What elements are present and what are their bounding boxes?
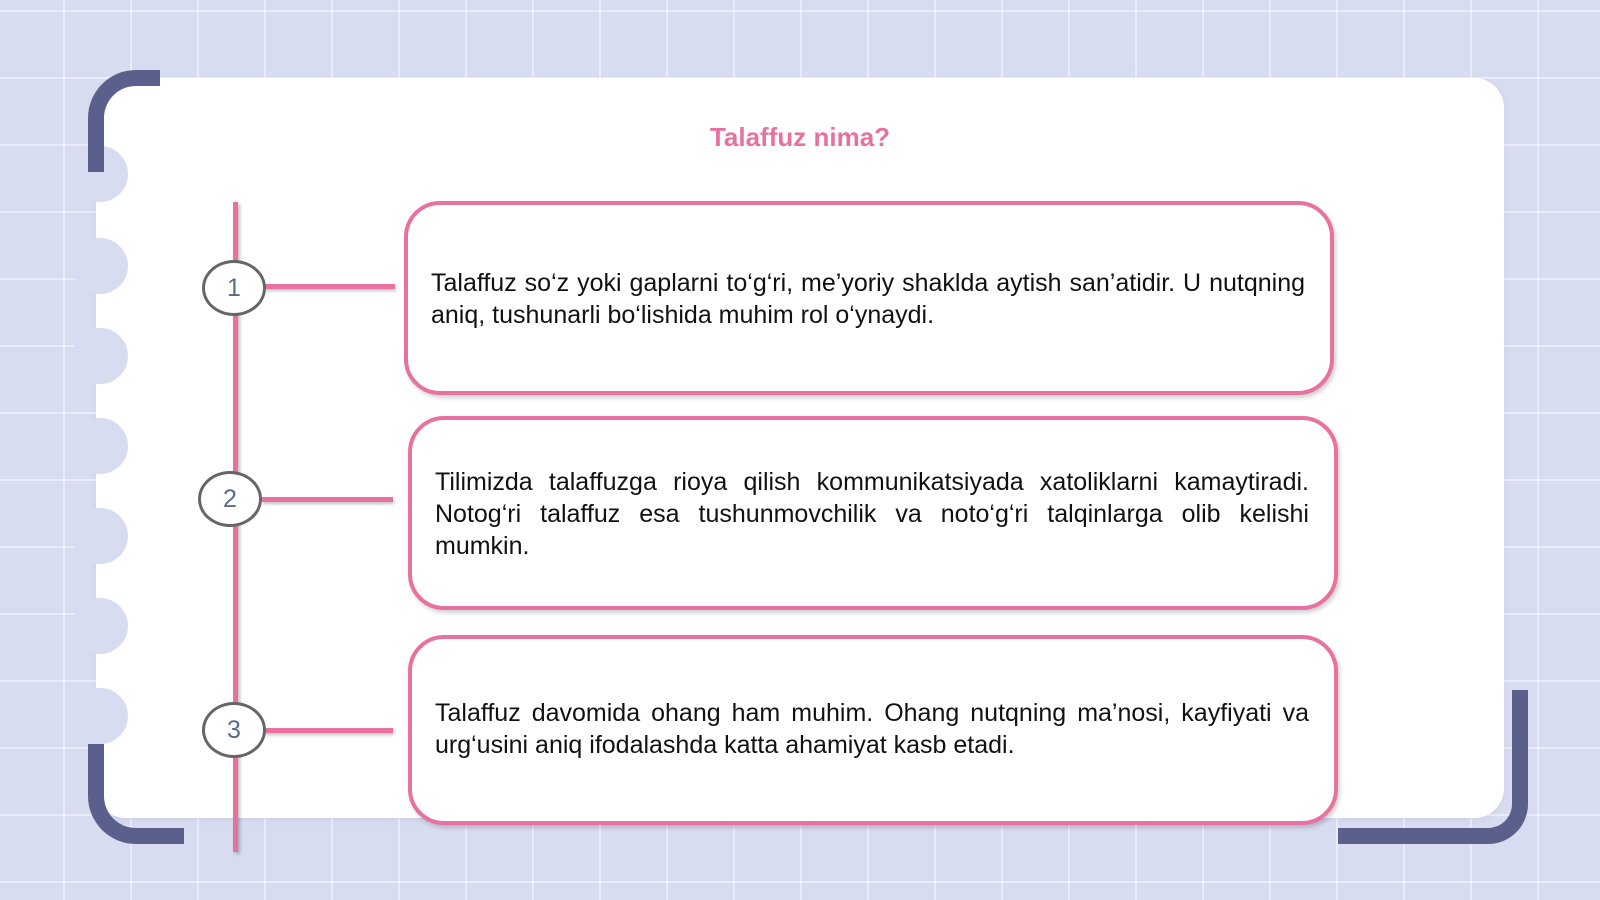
step-text: Talaffuz davomida ohang ham muhim. Ohang nutqning ma’nosi, kayfiyati va urg‘usini aniq ifodalashda katta ahamiyat kasb etadi. xyxy=(435,699,1309,759)
page-notch xyxy=(72,418,128,474)
timeline-connector xyxy=(262,497,393,502)
page-notch xyxy=(72,238,128,294)
step-text: Tilimizda talaffuzga rioya qilish kommunikatsiyada xatoliklarni kamaytiradi. Notog‘ri talaffuz esa tushunmovchilik va noto‘g‘ri talqinlarga olib kelishi mumkin. xyxy=(435,468,1309,560)
page-notch xyxy=(72,328,128,384)
page-notch xyxy=(72,688,128,744)
timeline-connector xyxy=(264,284,395,289)
page-notch xyxy=(72,508,128,564)
step-number-badge: 1 xyxy=(202,260,266,316)
step-number-badge: 3 xyxy=(202,702,266,758)
page-notch xyxy=(72,598,128,654)
slide-title: Talaffuz nima? xyxy=(709,122,891,152)
timeline-connector xyxy=(264,728,393,733)
corner-bracket-bottom-left xyxy=(88,744,184,844)
corner-bracket-bottom-right xyxy=(1338,690,1528,844)
step-text: Talaffuz so‘z yoki gaplarni to‘g‘ri, me’yoriy shaklda aytish san’atidir. U nutqning aniq, tushunarli bo‘lishida muhim rol o‘ynaydi. xyxy=(431,269,1305,329)
corner-bracket-top-left xyxy=(88,70,160,172)
step-number-badge: 2 xyxy=(198,471,262,527)
